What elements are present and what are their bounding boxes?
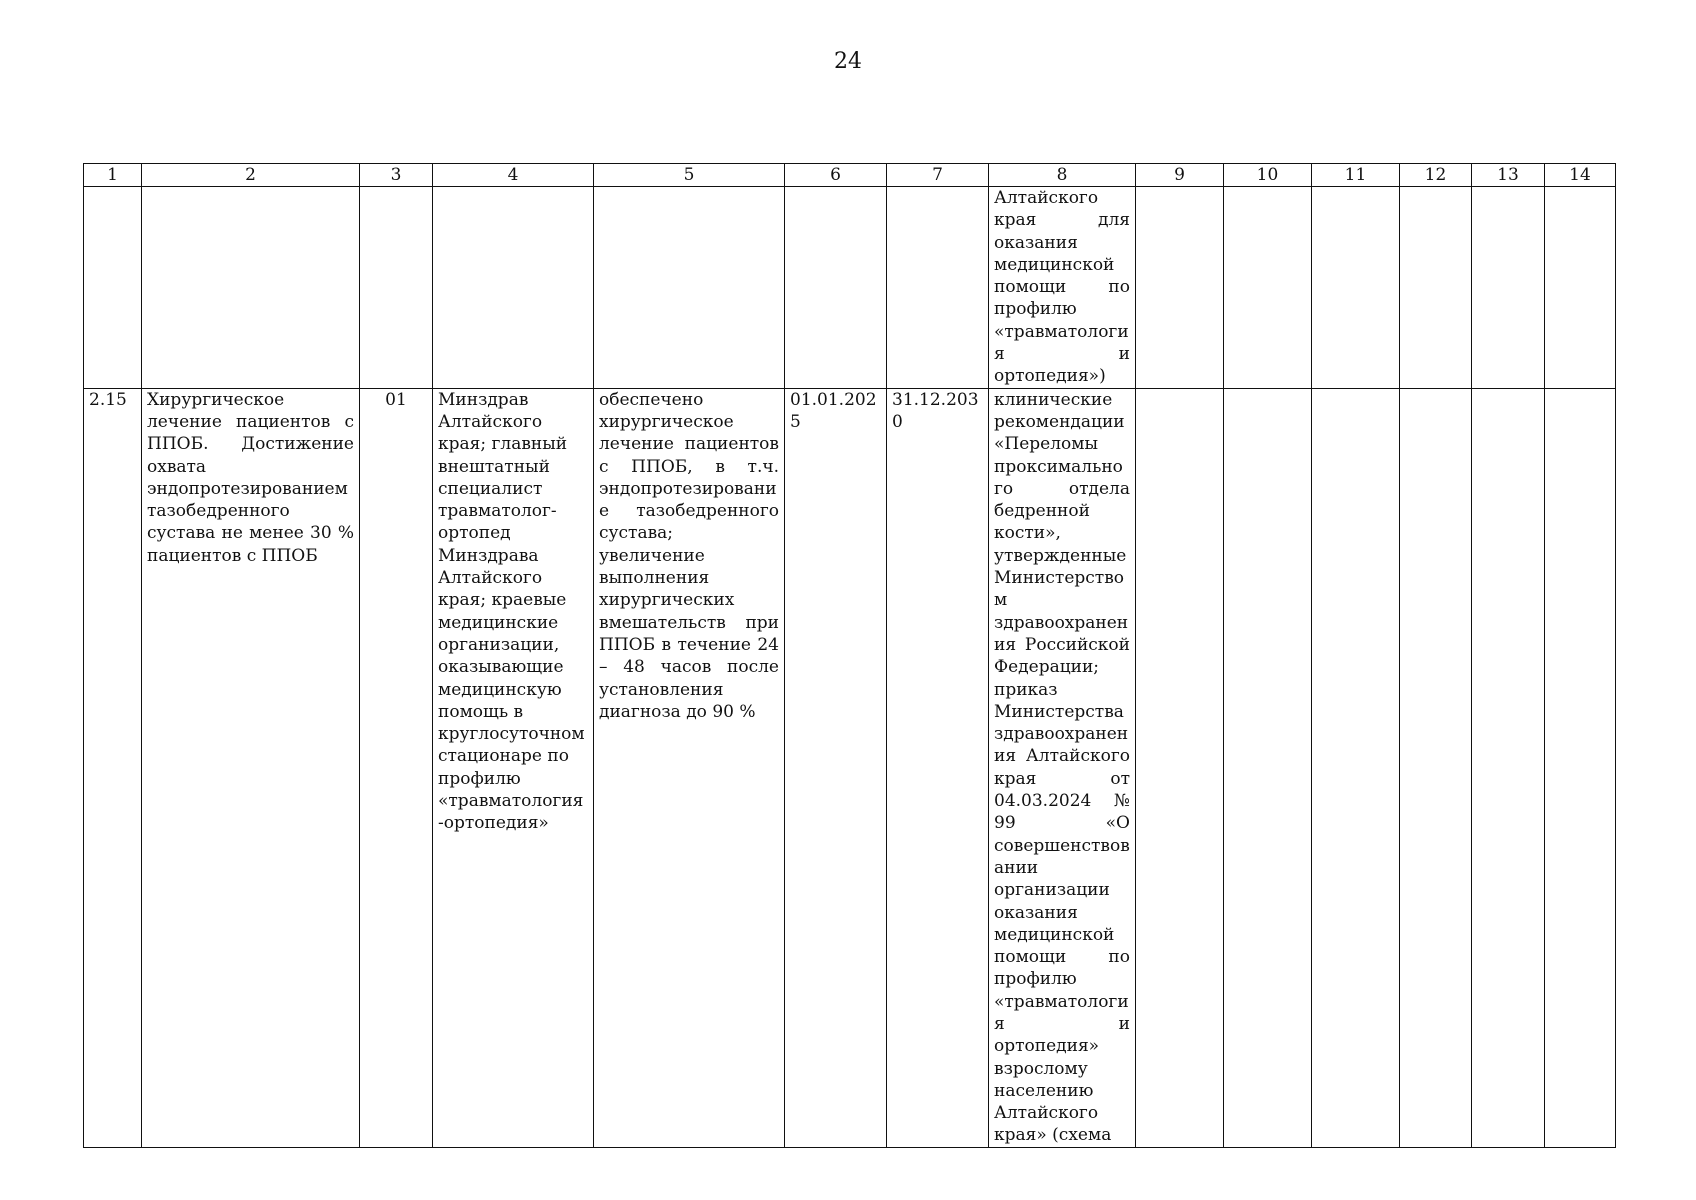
page-number: 24 — [834, 49, 862, 74]
table-cell — [1472, 187, 1545, 389]
table-cell — [1400, 187, 1472, 389]
expected-result: обеспечено хирургическое лечение пациентов с ППОБ, в т.ч. эндопротезирование тазобедренного сустава; увеличение выполнения хирургических вмешательств при ППОБ в течение 24 – 48 часов после установления диагноза до 90 % — [594, 388, 785, 1147]
table-cell — [1312, 388, 1400, 1147]
table-cell — [1136, 388, 1224, 1147]
header-cell: 3 — [360, 164, 433, 187]
code-cell: 01 — [360, 388, 433, 1147]
item-number: 2.15 — [84, 388, 142, 1147]
table-row — [84, 388, 1616, 1147]
table-cell — [433, 187, 594, 389]
table-cell — [84, 187, 142, 389]
table-cell — [785, 187, 887, 389]
start-date: 01.01.2025 — [785, 388, 887, 1147]
header-cell: 10 — [1224, 164, 1312, 187]
table-cell — [1312, 187, 1400, 389]
header-cell: 12 — [1400, 164, 1472, 187]
table-cell — [1472, 388, 1545, 1147]
header-cell: 2 — [142, 164, 360, 187]
header-cell: 7 — [887, 164, 989, 187]
header-cell: 8 — [989, 164, 1136, 187]
header-cell: 1 — [84, 164, 142, 187]
header-cell: 13 — [1472, 164, 1545, 187]
end-date: 31.12.2030 — [887, 388, 989, 1147]
table-cell — [1400, 388, 1472, 1147]
activity-name: Хирургическое лечение пациентов с ППОБ. Достижение охвата эндопротезированием тазобедренного сустава не менее 30 % пациентов с ППОБ — [142, 388, 360, 1147]
header-cell: 6 — [785, 164, 887, 187]
table-cell — [1136, 187, 1224, 389]
table-cell — [1224, 187, 1312, 389]
table-cell — [1545, 388, 1616, 1147]
header-cell: 14 — [1545, 164, 1616, 187]
table-cell — [1545, 187, 1616, 389]
responsible-executors: Минздрав Алтайского края; главный внештатный специалист травматолог-ортопед Минздрава Алтайского края; краевые медицинские организации, оказывающие медицинскую помощь в круглосуточном стационаре по профилю «травматология-ортопедия» — [433, 388, 594, 1147]
header-row — [84, 164, 1616, 187]
continuation-row — [84, 187, 1616, 389]
table-cell — [1224, 388, 1312, 1147]
legal-basis: клинические рекомендации «Переломы проксимального отдела бедренной кости», утвержденные Министерством здравоохранения Российской Федерации; приказ Министерства здравоохранения Алтайского края от 04.03.2024 № 99 «О совершенствовании организации оказания медицинской помощи по профилю «травматология и ортопедия» взрослому населению Алтайского края» (схема — [989, 388, 1136, 1147]
header-cell: 11 — [1312, 164, 1400, 187]
plan-table — [83, 163, 1616, 1148]
table-cell — [360, 187, 433, 389]
header-cell: 4 — [433, 164, 594, 187]
legal-basis-continuation: Алтайского края для оказания медицинской помощи по профилю «травматология и ортопедия») — [989, 187, 1136, 389]
table-cell — [142, 187, 360, 389]
table-cell — [887, 187, 989, 389]
header-cell: 9 — [1136, 164, 1224, 187]
table-cell — [594, 187, 785, 389]
header-cell: 5 — [594, 164, 785, 187]
